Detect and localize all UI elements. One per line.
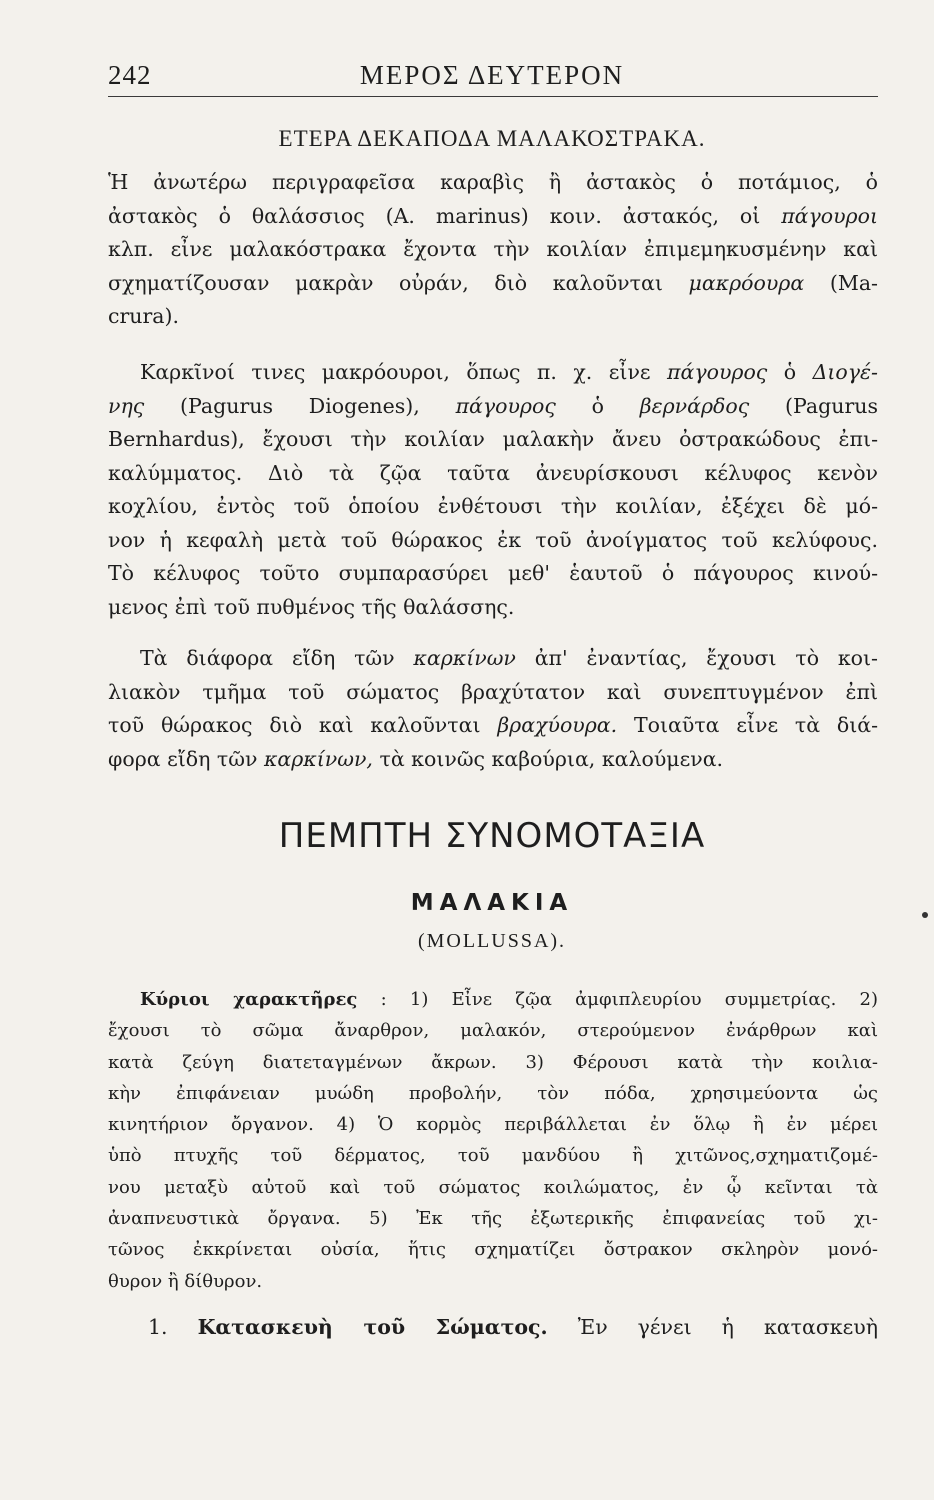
subsection-number: 1. [148,1315,168,1339]
text-line: σχηματίζουσαν μακρὰν οὐράν, διὸ καλοῦνται μακρόουρα (Ma- [108,270,878,295]
text-line: Τὰ διάφορα εἴδη τῶν καρκίνων ἀπ' ἐναντίας, ἔχουσι τὸ κοι- [140,646,878,670]
text-line: θυρον ἢ δίθυρον. [108,1270,263,1292]
paragraph-brachyura [108,642,878,776]
text-line: νου μεταξὺ αὐτοῦ καὶ τοῦ σώματος κοιλώματος, ἐν ᾧ κεῖνται τὰ [108,1176,878,1198]
text-line: Κύριοι χαρακτῆρες : 1) Εἶνε ζῷα ἀμφιπλευρίου συμμετρίας. 2) [140,989,879,1010]
text-line: Bernhardus), ἔχουσι τὴν κοιλίαν μαλακὴν ἄνευ ὀστρακώδους ἐπι- [108,427,878,451]
text-line: νης (Pagurus Diogenes), πάγουρος ὁ βερνάρδος (Pagurus [108,393,878,418]
text-line: τοῦ θώρακος διὸ καὶ καλοῦνται βραχύουρα. Τοιαῦτα εἶνε τὰ διά- [108,713,879,737]
text-line: νον ἡ κεφαλὴ μετὰ τοῦ θώρακος ἐκ τοῦ ἀνοίγματος τοῦ κελύφους. [108,527,878,552]
subsection-text: Ἐν γένει ἡ κατασκευὴ [577,1315,878,1339]
text-line: κὴν ἐπιφάνειαν μυώδη προβολήν, τὸν πόδα, χρησιμεύοντα ὡς [108,1082,878,1104]
text-line: μενος ἐπὶ τοῦ πυθμένος τῆς θαλάσσης. [108,594,515,619]
text-line: κινητήριον ὄργανον. 4) Ὁ κορμὸς περιβάλλεται ἐν ὅλῳ ἢ ἐν μέρει [108,1114,878,1136]
text-line: ἔχουσι τὸ σῶμα ἄναρθρον, μαλακόν, στερούμενον ἐνάρθρων καὶ [108,1020,878,1042]
text-line: κοχλίου, ἐντὸς τοῦ ὁποίου ἐνθέτουσι τὴν κοιλίαν, ἐξέχει δὲ μό- [108,494,878,518]
text-line: καλύμματος. Διὸ τὰ ζῷα ταῦτα ἀνευρίσκουσι κέλυφος κενὸν [108,460,878,485]
page-header [108,52,876,92]
text-line: φορα εἴδη τῶν καρκίνων, τὰ κοινῶς καβούρια, καλούμενα. [108,746,724,771]
chapter-heading: ΠΕΜΠΤΗ ΣΥΝΟΜΟΤΑΞΙΑ [278,816,706,856]
text-line: λιακὸν τμῆμα τοῦ σώματος βραχύτατον καὶ συνεπτυγμένον ἐπὶ [108,679,878,704]
text-line: ὑπὸ πτυχῆς τοῦ δέρματος, τοῦ μανδύου ἢ χιτῶνος,σχηματιζομέ- [108,1145,878,1167]
text-line: crura). [108,304,180,328]
text-line: Ἡ ἀνωτέρω περιγραφεῖσα καραβὶς ἢ ἀστακὸς ὁ ποτάμιος, ὁ [108,170,878,194]
header-rule [108,96,878,97]
text-line: Καρκῖνοί τινες μακρόουροι, ὅπως π. χ. εἶνε πάγουρος ὁ Διογέ- [140,360,878,384]
text-line: κλπ. εἶνε μαλακόστρακα ἔχοντα τὴν κοιλίαν ἐπιμεμηκυσμένην καὶ [108,237,878,261]
chapter-subtitle: ΜΑΛΑΚΙΑ [410,890,574,916]
paragraph-macrura [108,166,878,334]
paragraph-pagurus [108,356,878,624]
section-title: ΕΤΕΡΑ ΔΕΚΑΠΟΔΑ ΜΑΛΑΚΟΣΤΡΑΚΑ. [278,126,706,151]
ink-speck [922,912,928,918]
page-number: 242 [108,60,152,90]
main-characteristics [108,984,878,1297]
subsection-heading: Κατασκευὴ τοῦ Σώματος. [197,1315,548,1339]
text-line: Τὸ κέλυφος τοῦτο συμπαρασύρει μεθ' ἑαυτοῦ ὁ πάγουρος κινού- [108,561,878,585]
text-line: ἀναπνευστικὰ ὄργανα. 5) Ἐκ τῆς ἐξωτερικῆς ἐπιφανείας τοῦ χι- [108,1208,878,1230]
latin-name: (MOLLUSSA). [417,930,567,952]
running-title: ΜΕΡΟΣ ΔΕΥΤΕΡΟΝ [359,60,625,90]
subsection-body-structure [108,1311,878,1344]
text-line: τῶνος ἐκκρίνεται οὐσία, ἥτις σχηματίζει ὄστρακον σκληρὸν μονό- [108,1239,878,1261]
text-line: κατὰ ζεύγη διατεταγμένων ἄκρων. 3) Φέρουσι κατὰ τὴν κοιλια- [108,1051,878,1073]
text-line: ἀστακὸς ὁ θαλάσσιος (A. marinus) κοιν. ἀστακός, οἱ πάγουροι [108,203,878,228]
